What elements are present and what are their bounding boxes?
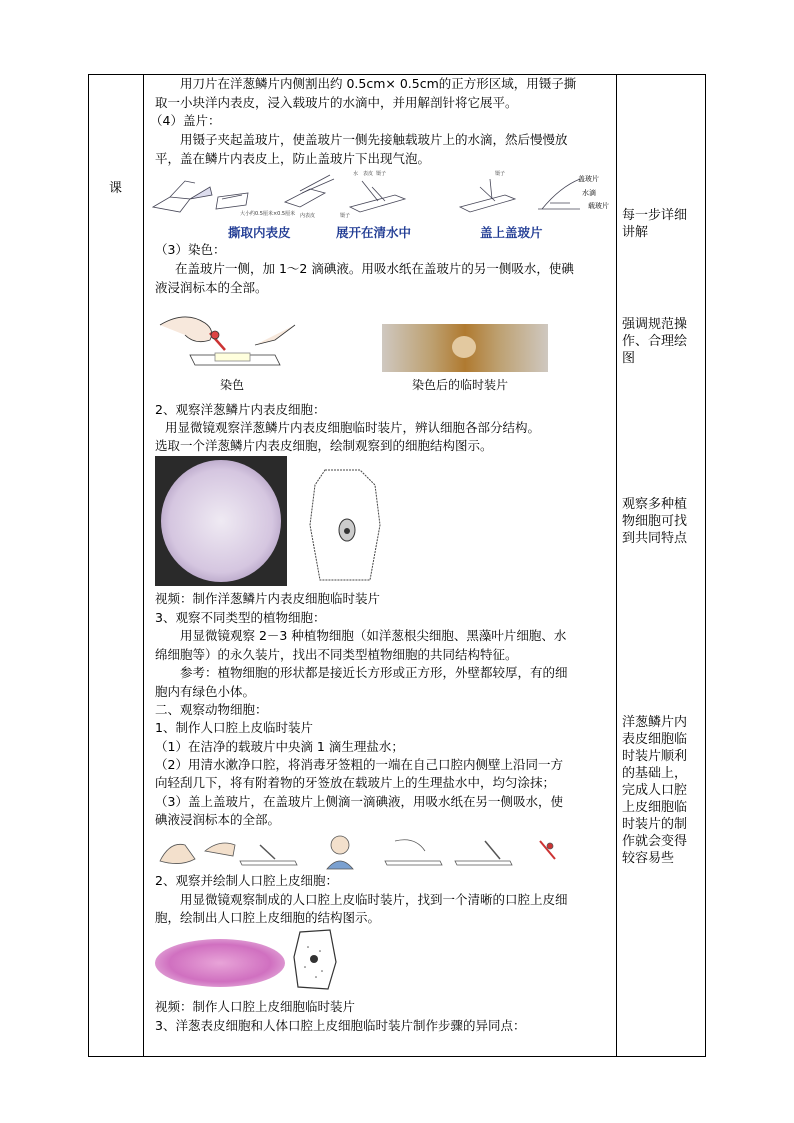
note-line: 作就会变得 xyxy=(622,834,688,849)
column-divider-right xyxy=(616,75,617,1056)
figure-label: 镊子 xyxy=(495,171,506,177)
figure-label: 大小约0.5厘米×0.5厘米 xyxy=(240,211,296,217)
section-label: 课 xyxy=(109,181,123,196)
staining-figure xyxy=(155,305,305,375)
text-line: 平，盖在鳞片内表皮上，防止盖玻片下出现气泡。 xyxy=(155,151,431,166)
text-line: 用镊子夹起盖玻片，使盖玻片一侧先接触载玻片上的水滴，然后慢慢放 xyxy=(180,132,568,147)
text-line: （3）盖上盖玻片，在盖玻片上侧滴一滴碘液，用吸水纸在另一侧吸水，使 xyxy=(155,794,563,809)
text-line: 用显微镜观察洋葱鳞片内表皮细胞临时装片，辨认细胞各部分结构。 xyxy=(165,420,541,435)
text-line: 用显微镜观察 2－3 种植物细胞（如洋葱根尖细胞、黑藻叶片细胞、水 xyxy=(180,628,567,643)
figure-label: 水滴 xyxy=(582,189,596,197)
text-line: 选取一个洋葱鳞片内表皮细胞，绘制观察到的细胞结构图示。 xyxy=(155,438,493,453)
note-line: 图 xyxy=(622,351,636,366)
text-line: （3）染色： xyxy=(155,242,226,257)
text-line: 胞，绘制出人口腔上皮细胞的结构图示。 xyxy=(155,910,381,925)
text-line: 向轻刮几下，将有附着物的牙签放在载玻片上的生理盐水中，均匀涂抹； xyxy=(155,775,556,790)
column-divider-left xyxy=(143,75,144,1056)
note-line: 的基础上， xyxy=(622,766,688,781)
onion-cell-drawing xyxy=(305,465,385,585)
figure-label: 内表皮 xyxy=(300,213,316,219)
figure-caption: 展开在清水中 xyxy=(336,225,412,240)
note-line: 完成人口腔 xyxy=(622,783,688,798)
figure-label: 载玻片 xyxy=(588,202,609,210)
text-line: 2、观察洋葱鳞片内表皮细胞： xyxy=(155,402,326,417)
cheek-cell-steps-figure xyxy=(155,831,610,871)
stained-slide-photo xyxy=(382,324,548,372)
note-line: 到共同特点 xyxy=(622,531,688,546)
text-line: 绵细胞等）的永久装片，找出不同类型植物细胞的共同结构特征。 xyxy=(155,647,518,662)
left-cell xyxy=(89,75,143,1056)
note-1 xyxy=(622,207,700,241)
note-4 xyxy=(622,714,700,867)
cheek-micrograph xyxy=(155,939,285,987)
figure-caption: 撕取内表皮 xyxy=(228,225,291,240)
lesson-table xyxy=(88,74,706,1057)
text-line: 二、观察动物细胞： xyxy=(155,702,268,717)
text-line: 在盖玻片一侧，加 1～2 滴碘液。用吸水纸在盖玻片的另一侧吸水，使碘 xyxy=(175,261,574,276)
note-line: 观察多种植 xyxy=(622,497,688,512)
figure-caption: 盖上盖玻片 xyxy=(480,225,543,240)
text-line: （4）盖片： xyxy=(150,113,221,128)
note-2 xyxy=(622,316,700,367)
note-line: 讲解 xyxy=(622,225,649,240)
note-line: 强调规范操 xyxy=(622,317,688,332)
text-line: 参考：植物细胞的形状都是接近长方形或正方形，外壁都较厚，有的细 xyxy=(180,665,568,680)
note-line: 洋葱鳞片内 xyxy=(622,715,688,730)
note-line: 较容易些 xyxy=(622,851,675,866)
figure-label: 镊子 xyxy=(376,171,387,177)
text-line: 3、洋葱表皮细胞和人体口腔上皮细胞临时装片制作步骤的异同点： xyxy=(155,1018,526,1033)
text-line: 用刀片在洋葱鳞片内侧割出约 0.5cm× 0.5cm的正方形区域，用镊子撕 xyxy=(180,76,577,91)
note-line: 表皮细胞临 xyxy=(622,732,688,747)
onion-micrograph xyxy=(155,456,287,586)
text-line: 碘液浸润标本的全部。 xyxy=(155,812,281,827)
figure-label: 镊子 xyxy=(340,213,351,219)
text-line: 胞内有绿色小体。 xyxy=(155,684,256,699)
note-line: 上皮细胞临 xyxy=(622,800,688,815)
figure-label: 水 xyxy=(353,171,359,177)
note-line: 每一步详细 xyxy=(622,208,688,223)
text-line: 1、制作人口腔上皮临时装片 xyxy=(155,720,313,735)
text-line: 视频：制作洋葱鳞片内表皮细胞临时装片 xyxy=(155,591,381,606)
text-line: 用显微镜观察制成的人口腔上皮临时装片，找到一个清晰的口腔上皮细 xyxy=(180,892,568,907)
note-line: 作、合理绘 xyxy=(622,334,688,349)
note-line: 时装片的制 xyxy=(622,817,688,832)
text-line: 视频：制作人口腔上皮细胞临时装片 xyxy=(155,999,356,1014)
text-line: 2、观察并绘制人口腔上皮细胞： xyxy=(155,873,338,888)
coverslip-steps-figure xyxy=(150,167,616,225)
cheek-cell-drawing xyxy=(290,927,340,993)
text-line: 3、观察不同类型的植物细胞： xyxy=(155,610,326,625)
note-line: 时装片顺利 xyxy=(622,749,688,764)
micrograph-field xyxy=(161,460,281,582)
figure-label: 表皮 xyxy=(363,171,374,177)
figure-caption: 染色后的临时装片 xyxy=(412,378,509,392)
figure-label: 盖玻片 xyxy=(578,175,599,183)
note-line: 物细胞可找 xyxy=(622,514,688,529)
text-line: 取一小块洋内表皮，浸入载玻片的水滴中，并用解剖针将它展平。 xyxy=(155,95,518,110)
text-line: （2）用清水漱净口腔，将消毒牙签粗的一端在自己口腔内侧壁上沿同一方 xyxy=(155,757,563,772)
text-line: （1）在洁净的载玻片中央滴 1 滴生理盐水； xyxy=(155,739,404,754)
note-3 xyxy=(622,496,700,547)
stained-specimen xyxy=(452,336,476,358)
text-line: 液浸润标本的全部。 xyxy=(155,280,268,295)
figure-caption: 染色 xyxy=(220,378,245,392)
